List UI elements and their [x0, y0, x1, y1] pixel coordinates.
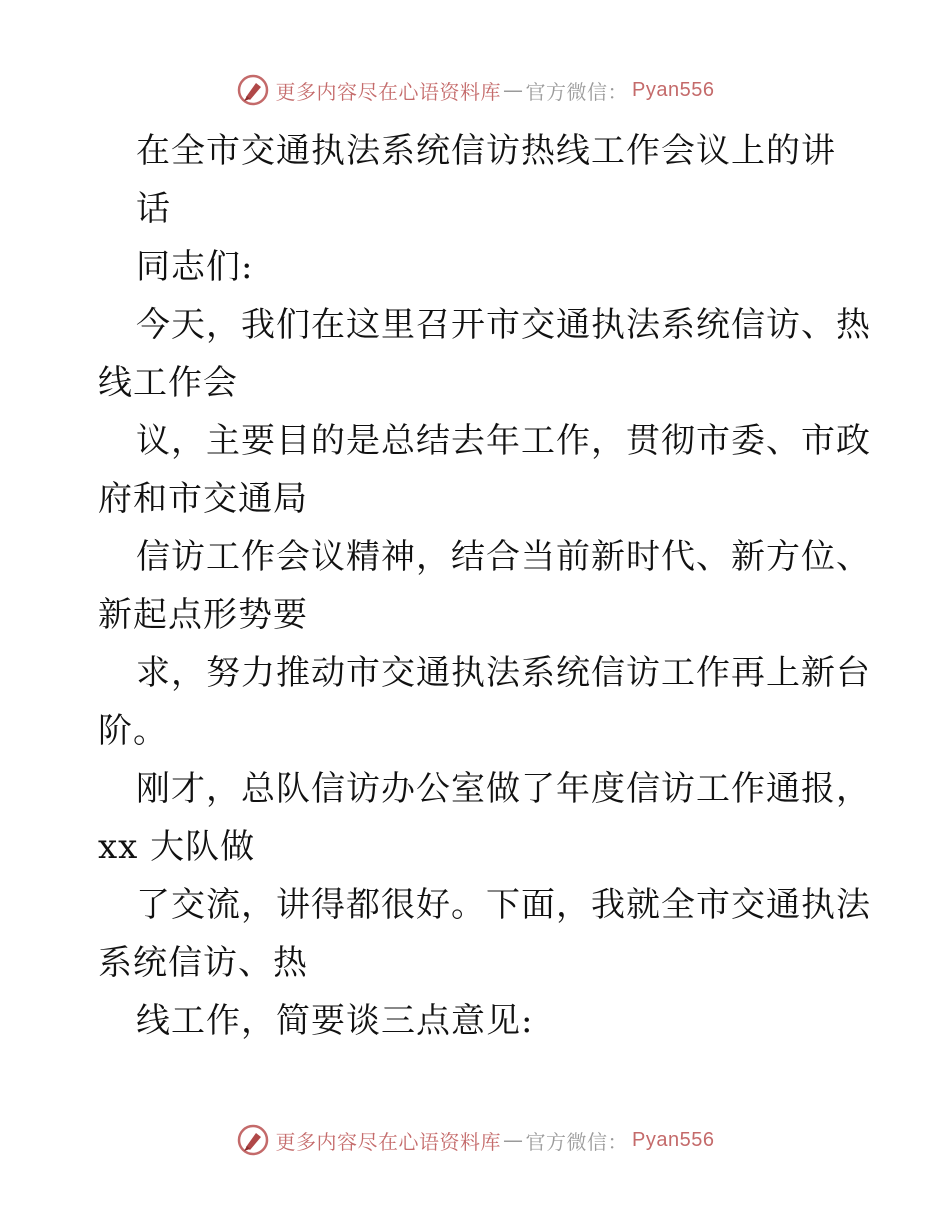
banner-wechat-label: 官方微信：: [525, 79, 629, 104]
text-line: 话: [136, 189, 171, 229]
header-banner: [0, 70, 950, 110]
text-line: 线工作，简要谈三点意见:: [136, 1001, 534, 1041]
banner-slogan: 更多内容尽在心语资料库: [275, 1129, 502, 1154]
pen-nib-logo-icon: [236, 1123, 270, 1157]
banner-wechat-id: Pyan556: [632, 78, 715, 101]
banner-wechat-id: Pyan556: [632, 1128, 715, 1151]
text-line: 线工作会: [98, 363, 238, 403]
text-line: 信访工作会议精神，结合当前新时代、新方位、: [136, 537, 871, 577]
pen-nib-logo-icon: [236, 73, 270, 107]
banner-text: [276, 1126, 715, 1155]
banner-separator: —: [503, 78, 524, 102]
document-body: [98, 122, 878, 1050]
text-line: 府和市交通局: [98, 479, 308, 519]
text-line: 求，努力推动市交通执法系统信访工作再上新台: [136, 653, 871, 693]
text-line: 今天，我们在这里召开市交通执法系统信访、热: [136, 305, 871, 345]
banner-wechat-label: 官方微信：: [525, 1129, 629, 1154]
text-line: 同志们:: [136, 247, 254, 287]
text-line: 了交流，讲得都很好。下面，我就全市交通执法: [136, 885, 871, 925]
text-line: 刚才，总队信访办公室做了年度信访工作通报，: [136, 769, 871, 809]
text-line: 系统信访、热: [98, 943, 308, 983]
text-line: 阶。: [98, 711, 168, 751]
text-line: xx 大队做: [98, 827, 256, 867]
banner-slogan: 更多内容尽在心语资料库: [275, 79, 502, 104]
footer-banner: [0, 1120, 950, 1160]
banner-text: [276, 76, 715, 105]
text-line: 在全市交通执法系统信访热线工作会议上的讲: [136, 131, 836, 171]
banner-separator: —: [503, 1128, 524, 1152]
text-line: 议，主要目的是总结去年工作，贯彻市委、市政: [136, 421, 871, 461]
text-line: 新起点形势要: [98, 595, 308, 635]
